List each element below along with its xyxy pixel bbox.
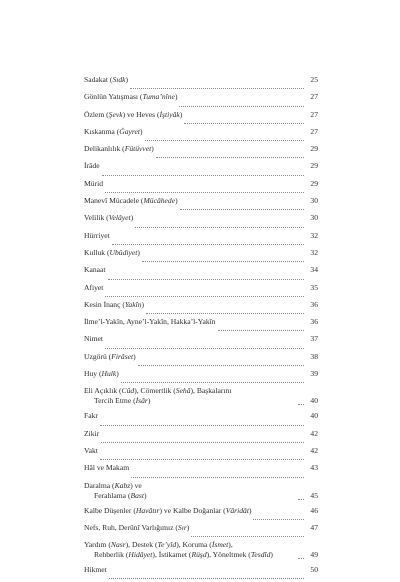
toc-title: Kulluk (Ubûdiyet) <box>84 247 140 257</box>
page-number: 25 <box>310 75 318 84</box>
dot-leader <box>298 558 304 559</box>
toc-title: Hürriyet <box>84 230 110 240</box>
toc-entry[interactable] <box>84 161 318 178</box>
dot-leader <box>138 365 304 366</box>
dot-leader <box>135 227 304 228</box>
toc-title: Manevî Mücadele (Mücâhede) <box>84 196 178 206</box>
dot-leader <box>142 261 304 262</box>
page-number: 27 <box>310 92 318 102</box>
toc-entry[interactable] <box>84 92 318 109</box>
dot-leader <box>131 477 304 478</box>
toc-title: Hikmet <box>84 565 107 575</box>
page-number: 29 <box>310 161 318 171</box>
page-number: 30 <box>310 213 318 223</box>
toc-entry[interactable] <box>84 506 318 523</box>
dot-leader <box>108 279 304 280</box>
toc-title: Eli Açıklık (Cûd), Cömertlik (Sehâ), Başkalarını Tercih Etme (İsâr) <box>84 386 232 406</box>
toc-title: Vakt <box>84 445 98 455</box>
toc-title: Fakr <box>84 411 98 421</box>
toc-title: Gönlün Yatışması (Tuma’nîne) <box>84 92 178 102</box>
toc-title: Nefs, Ruh, Derûnî Varlığımız (Sır) <box>84 522 190 532</box>
toc-title: Uzgörü (Firâset) <box>84 351 136 361</box>
dot-leader <box>130 88 304 89</box>
page-number: 39 <box>310 369 318 379</box>
toc-title: Sadakat (Sıdk) <box>84 75 129 84</box>
page-number: 37 <box>310 334 318 344</box>
toc-entry[interactable] <box>84 300 318 317</box>
dot-leader <box>101 442 304 443</box>
toc-title: İlme’l-Yakîn, Ayne’l-Yakîn, Hakka’l-Yakîn <box>84 317 216 327</box>
toc-entry[interactable] <box>84 248 318 265</box>
toc-entry[interactable] <box>84 196 318 213</box>
page-number: 42 <box>310 428 318 438</box>
page-number: 50 <box>310 565 318 575</box>
page-number: 43 <box>310 463 318 473</box>
page-number: 40 <box>310 396 318 406</box>
page-number: 42 <box>310 445 318 455</box>
toc-title: Yardım (Nasr), Destek (Te’yîd), Koruma (İsmet), Rehberlik (Hidâyet), İstikamet (Rüşd), Yöneltmek (Tesdîd) <box>84 540 273 560</box>
toc-title: Mürid <box>84 178 103 188</box>
page-number: 32 <box>310 247 318 257</box>
page-number: 30 <box>310 196 318 206</box>
toc-entry[interactable] <box>84 481 318 506</box>
toc-title: Huy (Hulk) <box>84 369 119 379</box>
toc-entry[interactable] <box>84 463 318 480</box>
toc-title: Velilik (Velâyet) <box>84 213 134 223</box>
toc-entry[interactable] <box>84 446 318 463</box>
dot-leader <box>145 140 304 141</box>
page-number: 32 <box>310 230 318 240</box>
toc-entry[interactable] <box>84 283 318 300</box>
toc-entry[interactable] <box>84 231 318 248</box>
dot-leader <box>105 296 304 297</box>
dot-leader <box>102 175 304 176</box>
toc-title: Afiyet <box>84 282 104 292</box>
toc-entry[interactable] <box>84 127 318 144</box>
toc-title: Özlem (Şevk) ve Heves (İştiyâk) <box>84 109 183 119</box>
toc-title: Kıskanma (Ğayret) <box>84 126 143 136</box>
toc-entry[interactable] <box>84 523 318 540</box>
dot-leader <box>100 459 304 460</box>
toc-entry[interactable] <box>84 369 318 386</box>
toc-entry[interactable] <box>84 334 318 351</box>
toc-title: Nimet <box>84 334 103 344</box>
toc-title: İrâde <box>84 161 100 171</box>
toc-entry[interactable] <box>84 110 318 127</box>
toc-title: Delikanlılık (Fütüvvet) <box>84 144 154 154</box>
toc-title: Hâl ve Makam <box>84 463 130 473</box>
toc-title: Kesin İnanç (Yakîn) <box>84 299 145 309</box>
dot-leader <box>105 348 304 349</box>
dot-leader <box>179 106 304 107</box>
toc-title: Daralma (Kabz) ve Ferahlama (Bast) <box>84 480 147 500</box>
page-number: 40 <box>310 411 318 421</box>
toc-entry[interactable] <box>84 411 318 428</box>
dot-leader <box>105 192 304 193</box>
dot-leader <box>112 244 304 245</box>
dot-leader <box>100 425 304 426</box>
page-number: 29 <box>310 144 318 154</box>
dot-leader <box>218 330 304 331</box>
dot-leader <box>156 157 304 158</box>
toc-entry[interactable] <box>84 429 318 446</box>
toc-entry[interactable] <box>84 565 318 582</box>
page-number: 35 <box>310 282 318 292</box>
dot-leader <box>109 578 304 579</box>
toc-title: Kanaat <box>84 265 106 275</box>
dot-leader <box>180 209 304 210</box>
toc-entry[interactable] <box>84 144 318 161</box>
toc-entry[interactable] <box>84 179 318 196</box>
page-number: 27 <box>310 109 318 119</box>
dot-leader <box>253 519 304 520</box>
dot-leader <box>191 536 304 537</box>
page-number: 36 <box>310 317 318 327</box>
toc-entry[interactable] <box>84 386 318 411</box>
page-number: 45 <box>310 490 318 500</box>
page-number: 29 <box>310 178 318 188</box>
dot-leader <box>184 123 304 124</box>
page-number: 34 <box>310 265 318 275</box>
dot-leader <box>298 404 304 405</box>
toc-entry[interactable] <box>84 317 318 334</box>
dot-leader <box>121 382 304 383</box>
toc-entry[interactable] <box>84 352 318 369</box>
toc-entry[interactable] <box>84 213 318 230</box>
page-number: 47 <box>310 522 318 532</box>
page-number: 36 <box>310 299 318 309</box>
toc-title: Zikir <box>84 428 100 438</box>
dot-leader <box>146 313 304 314</box>
page-number: 46 <box>310 505 318 515</box>
toc-entry[interactable] <box>84 540 318 565</box>
toc-title: Kalbe Düşenler (Havâtır) ve Kalbe Doğanlar (Vâridât) <box>84 505 252 515</box>
table-of-contents <box>84 75 318 582</box>
dot-leader <box>298 499 304 500</box>
toc-entry[interactable] <box>84 75 318 92</box>
page-number: 38 <box>310 351 318 361</box>
page-number: 27 <box>310 126 318 136</box>
page-number: 49 <box>310 550 318 560</box>
toc-entry[interactable] <box>84 265 318 282</box>
